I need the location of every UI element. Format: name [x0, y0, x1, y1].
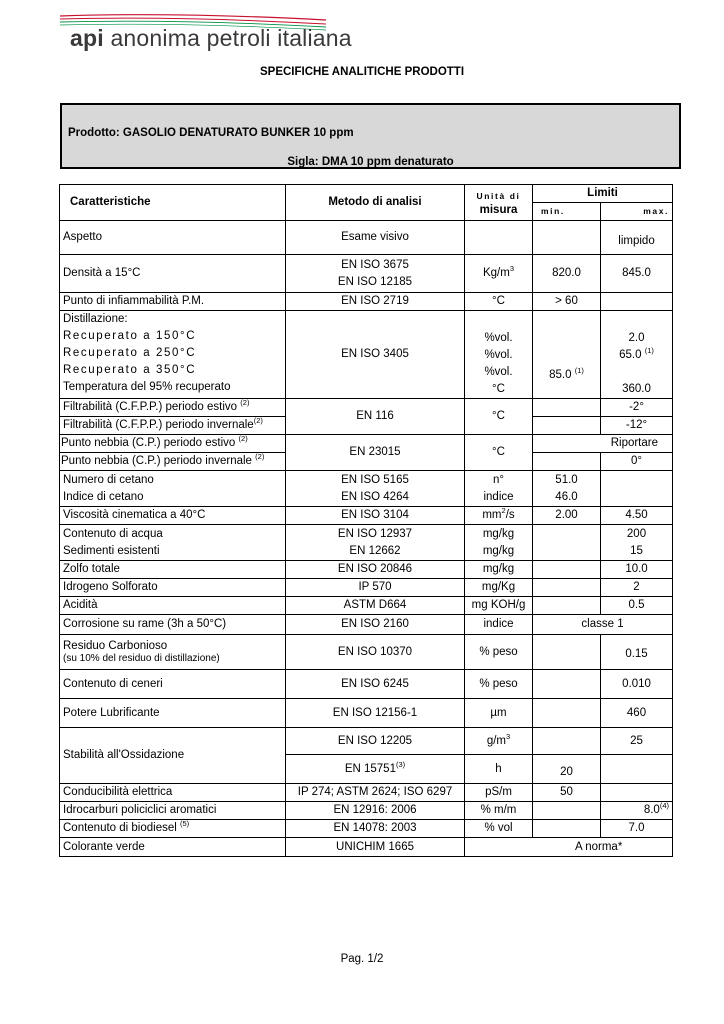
table-row	[60, 802, 673, 820]
row-unit: % peso	[465, 670, 533, 699]
row-max	[601, 802, 673, 820]
min-3: 85.0	[549, 369, 572, 381]
row-name: Idrogeno Solforato	[60, 579, 286, 597]
name-sup: (2)	[255, 452, 265, 462]
unit-text: mm	[482, 509, 502, 521]
row-max: -2°	[601, 399, 673, 417]
method-2: EN ISO 4264	[341, 490, 409, 503]
unit-2: %vol.	[484, 349, 513, 361]
unit-4: °C	[492, 383, 505, 395]
header-limits: Limiti	[533, 185, 673, 203]
unit-suffix: /s	[505, 509, 515, 521]
row-method: UNICHIM 1665	[286, 838, 465, 857]
row-max: 25	[601, 728, 673, 755]
row-name	[60, 311, 286, 399]
table-row	[60, 221, 673, 255]
row-method: IP 274; ASTM 2624; ISO 6297	[286, 784, 465, 802]
unit-1: n°	[493, 473, 504, 486]
name-text: Punto nebbia (C.P.) periodo invernale	[61, 455, 252, 467]
row-method: EN ISO 2160	[286, 615, 465, 635]
row-min	[533, 399, 601, 417]
row-min	[533, 525, 601, 561]
row-method: EN ISO 20846	[286, 561, 465, 579]
specifications-table	[59, 184, 673, 857]
row-unit: mg KOH/g	[465, 597, 533, 615]
row-max: 460	[601, 699, 673, 728]
logo-company-name: anonima petroli italiana	[110, 25, 352, 51]
row-limit: A norma*	[465, 838, 673, 857]
row-min: 2.00	[533, 507, 601, 525]
row-limit: classe 1	[533, 615, 673, 635]
row-limit: Riportare	[533, 435, 673, 453]
row-max: 0.5	[601, 597, 673, 615]
distillation-line-2: Recuperato a 250°C	[63, 347, 197, 359]
unit-1: %vol.	[484, 332, 513, 344]
method-2: EN 12662	[349, 544, 401, 557]
table-row	[60, 507, 673, 525]
row-method: ASTM D664	[286, 597, 465, 615]
min-3-sup: (1)	[574, 366, 584, 376]
max-2-value: 65.0	[619, 349, 642, 361]
unit-text: g/m	[486, 734, 506, 747]
row-max: 0°	[601, 453, 673, 471]
row-unit: pS/m	[465, 784, 533, 802]
row-unit: h	[465, 755, 533, 784]
header-min: min.	[533, 203, 601, 221]
row-min	[533, 670, 601, 699]
row-unit: % m/m	[465, 802, 533, 820]
row-name: Conducibilità elettrica	[60, 784, 286, 802]
table-row	[60, 255, 673, 293]
unit-text: Kg/m	[482, 267, 510, 279]
row-method: EN ISO 2719	[286, 293, 465, 311]
row-unit: µm	[465, 699, 533, 728]
row-max	[601, 755, 673, 784]
row-unit: °C	[465, 399, 533, 435]
row-max	[601, 784, 673, 802]
table-row	[60, 820, 673, 838]
row-method: EN ISO 10370	[286, 635, 465, 670]
table-row	[60, 635, 673, 670]
name-1: Contenuto di acqua	[63, 527, 163, 540]
row-method: EN ISO 3405	[286, 311, 465, 399]
max-sup: (4)	[659, 801, 670, 811]
max-value: 8.0	[643, 804, 660, 816]
row-name: Viscosità cinematica a 40°C	[60, 507, 286, 525]
row-unit: °C	[465, 435, 533, 471]
row-min	[533, 802, 601, 820]
name-2: Sedimenti esistenti	[63, 544, 160, 557]
table-row	[60, 525, 673, 561]
table-row	[60, 699, 673, 728]
distillation-line-4: Temperatura del 95% recuperato	[63, 381, 231, 393]
row-method: EN ISO 12205	[286, 728, 465, 755]
row-method: EN 14078: 2003	[286, 820, 465, 838]
row-name: Punto di infiammabilità P.M.	[60, 293, 286, 311]
row-method: EN ISO 3104	[286, 507, 465, 525]
row-name: Acidità	[60, 597, 286, 615]
unit-sup: 2	[501, 506, 506, 516]
row-name	[60, 635, 286, 670]
row-max	[601, 293, 673, 311]
table-row	[60, 435, 673, 453]
name-2: Indice di cetano	[63, 490, 144, 503]
row-unit: mg/Kg	[465, 579, 533, 597]
product-box	[60, 103, 681, 169]
row-name	[60, 471, 286, 507]
method-sup: (3)	[395, 759, 406, 769]
row-name	[60, 399, 286, 417]
unit-2: indice	[483, 490, 514, 503]
row-min	[533, 221, 601, 255]
product-sigla: Sigla: DMA 10 ppm denaturato	[287, 156, 454, 168]
row-max	[601, 311, 673, 399]
name-sup: (2)	[240, 398, 250, 408]
row-name: Aspetto	[60, 221, 286, 255]
row-name: Contenuto di ceneri	[60, 670, 286, 699]
row-unit: % vol	[465, 820, 533, 838]
row-min	[533, 311, 601, 399]
min-2: 46.0	[555, 490, 578, 503]
row-max	[601, 525, 673, 561]
distillation-title: Distillazione:	[63, 313, 128, 325]
row-method	[286, 755, 465, 784]
row-min	[533, 471, 601, 507]
unit-1: mg/kg	[482, 527, 515, 540]
row-name: Zolfo totale	[60, 561, 286, 579]
unit-sup: 3	[506, 731, 511, 741]
row-min	[533, 417, 601, 435]
row-max: 4.50	[601, 507, 673, 525]
table-row	[60, 615, 673, 635]
max-1: 2.0	[628, 332, 645, 344]
row-max: 10.0	[601, 561, 673, 579]
table-row	[60, 838, 673, 857]
row-max: 7.0	[601, 820, 673, 838]
table-row	[60, 728, 673, 755]
row-method: IP 570	[286, 579, 465, 597]
table-row	[60, 579, 673, 597]
row-name	[60, 435, 286, 453]
row-method: EN 23015	[286, 435, 465, 471]
name-sup: (2)	[253, 416, 263, 426]
table-row	[60, 784, 673, 802]
name-note: (su 10% del residuo di distillazione)	[63, 652, 220, 664]
row-min	[533, 579, 601, 597]
row-method: EN ISO 6245	[286, 670, 465, 699]
header-method: Metodo di analisi	[286, 185, 465, 221]
row-name: Densità a 15°C	[60, 255, 286, 293]
row-max: 0.010	[601, 670, 673, 699]
method-1: EN ISO 12937	[337, 527, 413, 540]
unit-3: %vol.	[484, 366, 513, 378]
row-min: 820.0	[533, 255, 601, 293]
row-name	[60, 417, 286, 435]
row-max: 0.15	[601, 635, 673, 670]
row-max: -12°	[601, 417, 673, 435]
max-4: 360.0	[622, 383, 651, 395]
row-max: 2	[601, 579, 673, 597]
company-logo	[70, 24, 352, 52]
row-method: EN 116	[286, 399, 465, 435]
table-row	[60, 293, 673, 311]
min-1: 51.0	[555, 473, 578, 486]
row-min: > 60	[533, 293, 601, 311]
row-unit	[465, 507, 533, 525]
row-min	[533, 699, 601, 728]
row-unit	[465, 525, 533, 561]
table-row	[60, 399, 673, 417]
row-method	[286, 525, 465, 561]
row-unit: mg/kg	[465, 561, 533, 579]
name-text: Punto nebbia (C.P.) periodo estivo	[61, 437, 236, 449]
row-name: Potere Lubrificante	[60, 699, 286, 728]
row-name: Corrosione su rame (3h a 50°C)	[60, 615, 286, 635]
row-unit	[465, 255, 533, 293]
row-name	[60, 525, 286, 561]
row-unit	[465, 311, 533, 399]
row-name	[60, 453, 286, 471]
method-1: EN ISO 5165	[341, 473, 409, 486]
row-method: Esame visivo	[286, 221, 465, 255]
row-min	[533, 728, 601, 755]
table-row	[60, 311, 673, 399]
row-min	[533, 597, 601, 615]
method-text: EN 15751	[344, 762, 396, 775]
row-method	[286, 471, 465, 507]
max-1: 200	[626, 527, 647, 540]
distillation-line-1: Recuperato a 150°C	[63, 330, 197, 342]
header-characteristics: Caratteristiche	[60, 185, 286, 221]
row-unit: indice	[465, 615, 533, 635]
header-unit	[465, 185, 533, 221]
unit-2: mg/kg	[482, 544, 515, 557]
name-text: Filtrabilità (C.F.P.P.) periodo estivo	[63, 401, 238, 413]
name-text: Contenuto di biodiesel	[63, 822, 177, 834]
row-min	[533, 561, 601, 579]
name-main: Residuo Carbonioso	[63, 639, 168, 652]
header-unit-line1: Unità di	[476, 190, 521, 201]
row-unit: °C	[465, 293, 533, 311]
row-min: 20	[533, 755, 601, 784]
logo-brand: api	[70, 25, 104, 51]
row-max: 845.0	[601, 255, 673, 293]
row-min	[533, 453, 601, 471]
max-2	[604, 347, 669, 364]
row-min: 50	[533, 784, 601, 802]
row-max	[601, 471, 673, 507]
row-name: Stabilità all'Ossidazione	[60, 728, 286, 784]
row-min	[533, 820, 601, 838]
name-text: Filtrabilità (C.F.P.P.) periodo invernale	[63, 419, 254, 431]
row-name: Colorante verde	[60, 838, 286, 857]
max-2-sup: (1)	[644, 346, 654, 356]
row-unit: % peso	[465, 635, 533, 670]
row-name: Idrocarburi policiclici aromatici	[60, 802, 286, 820]
document-title: SPECIFICHE ANALITICHE PRODOTTI	[259, 66, 465, 78]
row-method: EN ISO 12156-1	[286, 699, 465, 728]
row-min	[533, 635, 601, 670]
row-name	[60, 820, 286, 838]
name-1: Numero di cetano	[63, 473, 154, 486]
row-method: EN 12916: 2006	[286, 802, 465, 820]
product-name: Prodotto: GASOLIO DENATURATO BUNKER 10 ppm	[68, 127, 354, 139]
header-max: max.	[601, 203, 673, 221]
row-unit	[465, 471, 533, 507]
row-method-2: EN ISO 12185	[337, 275, 413, 288]
name-sup: (2)	[238, 434, 248, 444]
table-row	[60, 597, 673, 615]
table-row	[60, 561, 673, 579]
row-unit	[465, 728, 533, 755]
max-2: 15	[630, 544, 643, 557]
table-row	[60, 670, 673, 699]
header-unit-line2: misura	[479, 203, 518, 216]
name-sup: (5)	[180, 819, 190, 829]
row-method	[286, 255, 465, 293]
row-method-1: EN ISO 3675	[341, 258, 409, 271]
distillation-line-3: Recuperato a 350°C	[63, 364, 197, 376]
page-number: Pag. 1/2	[340, 953, 384, 965]
table-row	[60, 471, 673, 507]
row-unit	[465, 221, 533, 255]
unit-sup: 3	[509, 264, 514, 274]
row-max: limpido	[601, 221, 673, 255]
